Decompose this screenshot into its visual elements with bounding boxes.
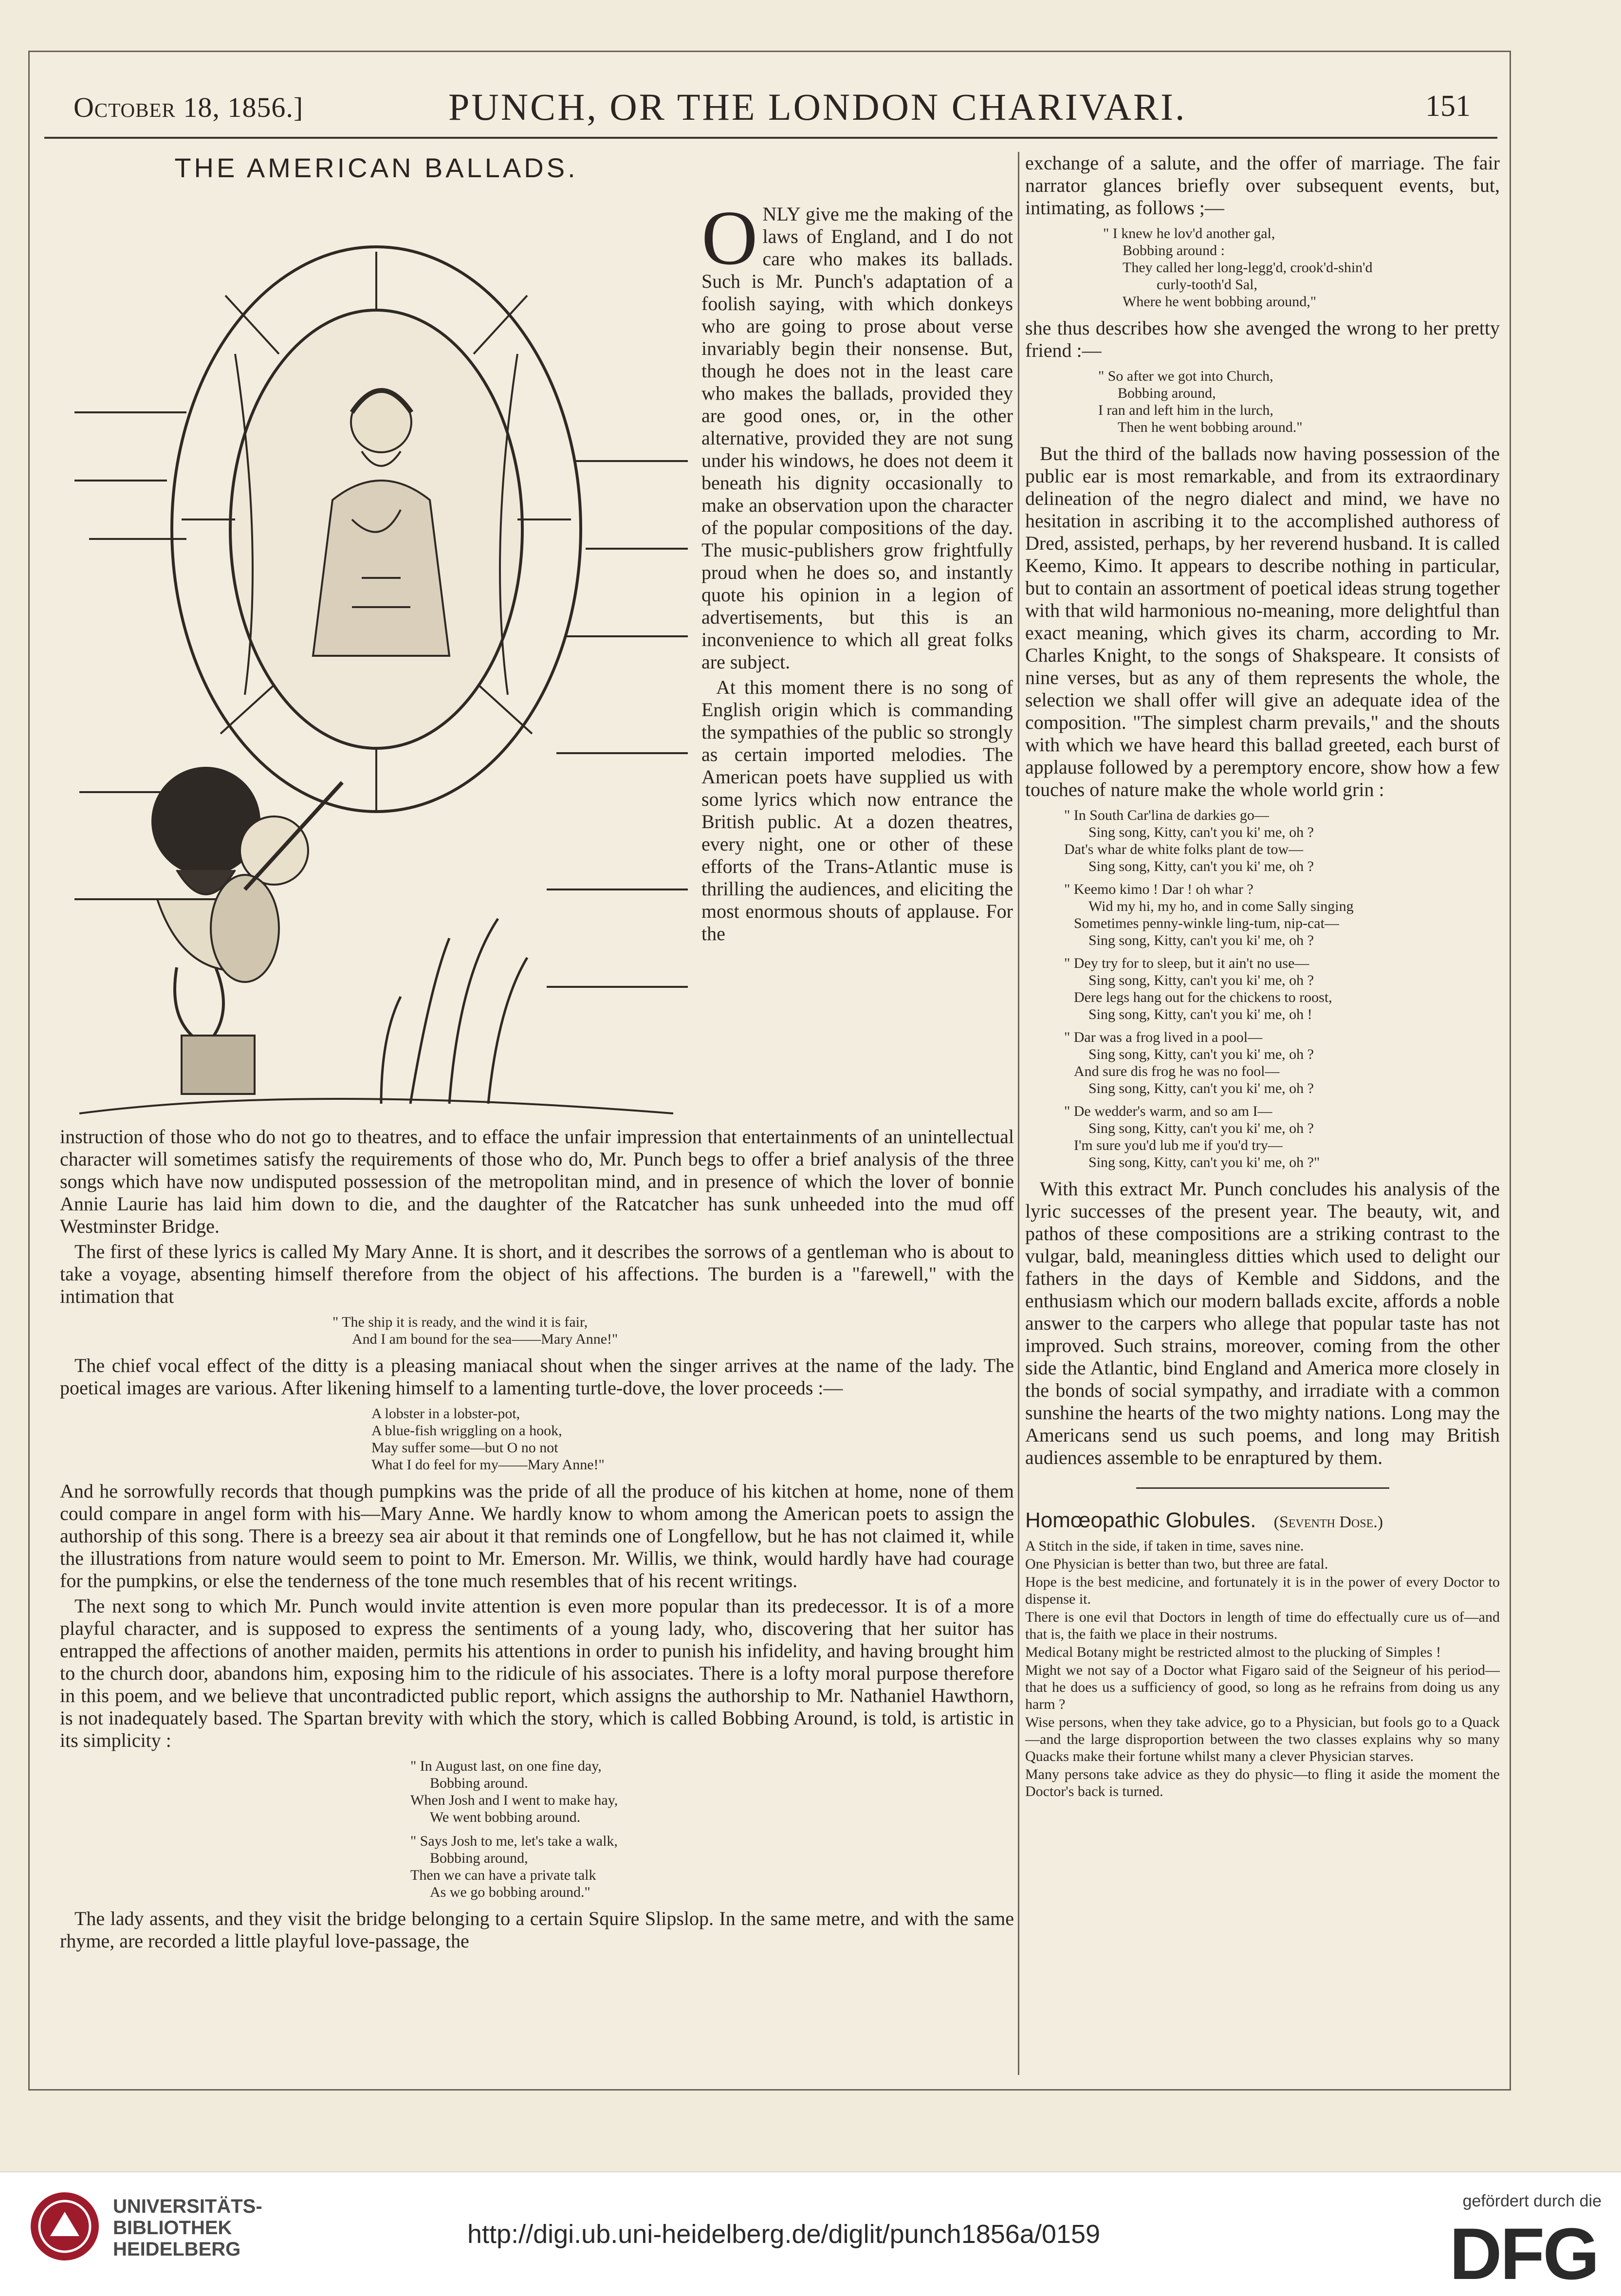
- verse-line: " De wedder's warm, and so am I—: [1064, 1103, 1272, 1119]
- verse-line: " The ship it is ready, and the wind it is fair,: [332, 1314, 588, 1330]
- verse-line: A lobster in a lobster-pot,: [371, 1406, 520, 1422]
- verse-line: " Dar was a frog lived in a pool—: [1064, 1029, 1263, 1045]
- article-body-left: [60, 1126, 1014, 1955]
- header-date: October 18, 1856.]: [74, 92, 304, 123]
- verse-line: Dat's whar de white folks plant de tow—: [1064, 841, 1304, 857]
- globule-item: Medical Botany might be restricted almost to the plucking of Simples !: [1025, 1644, 1441, 1660]
- globules-heading: [1025, 1508, 1500, 1533]
- institution-line: BIBLIOTHEK: [113, 2217, 232, 2239]
- verse-line: Sing song, Kitty, can't you ki' me, oh ?: [1088, 972, 1314, 988]
- paragraph-exchange: exchange of a salute, and the offer of marriage. The fair narrator glances briefly over subsequent events, but, intimating, as follows ;—: [1025, 152, 1500, 219]
- right-column: [1025, 152, 1500, 1801]
- article-intro-paragraph: ONLY give me the making of the laws of England, and I do not care who makes its ballads. Such is Mr. Punch's adaptation of a foolish saying, with which donkeys who are going to prose about verse invariably begin their nonsense. But, though he does not in the least care who makes the ballads, provided they are good ones, or, in the other alternative, provided they are not sung under his windows, he does not deem it beneath his dignity occasionally to make an observation upon the character of the popular compositions of the day. The music-publishers grow frightfully proud when he does so, and instantly quote his opinion in a legion of advertisements, but this is an inconvenience to which all great folks are subject.: [701, 194, 1013, 673]
- globules-section: [1025, 1508, 1500, 1800]
- verse-line: Sing song, Kitty, can't you ki' me, oh ?: [1088, 1120, 1314, 1136]
- verse-line: Then he went bobbing around.": [1118, 419, 1303, 435]
- paragraph-lady-assents: The lady assents, and they visit the bridge belonging to a certain Squire Slipslop. In the same metre, and with the same rhyme, are recorded a little playful love-passage, the: [60, 1907, 1014, 1952]
- verse-line: I'm sure you'd lub me if you'd try—: [1074, 1137, 1283, 1153]
- globules-subtitle: (Seventh Dose.): [1273, 1513, 1383, 1531]
- verse-line: Wid my hi, my ho, and in come Sally singing: [1088, 898, 1354, 914]
- verse-line: Sing song, Kitty, can't you ki' me, oh ?: [1088, 824, 1314, 840]
- header-page-number: 151: [1425, 90, 1471, 123]
- verse-ship: [60, 1314, 1014, 1348]
- footer-permalink[interactable]: http://digi.ub.uni-heidelberg.de/diglit/punch1856a/0159: [467, 2220, 1101, 2249]
- column-divider: [1018, 152, 1019, 2075]
- verse-line: Dere legs hang out for the chickens to roost,: [1074, 989, 1332, 1005]
- verse-carlina: [1025, 807, 1500, 1171]
- globule-item: Wise persons, when they take advice, go to a Physician, but fools go to a Quack—and the large disproportion between the two classes explains why so many Quacks make their fortune whilst many a clever Physician starves.: [1025, 1714, 1500, 1764]
- header-title: PUNCH, OR THE LONDON CHARIVARI.: [448, 86, 1187, 128]
- globule-item: Many persons take advice as they do physic—to fling it aside the moment the Doctor's back is turned.: [1025, 1766, 1500, 1799]
- institution-line: HEIDELBERG: [113, 2239, 241, 2260]
- verse-line: " In South Car'lina de darkies go—: [1064, 807, 1269, 823]
- paragraph-avenged: she thus describes how she avenged the wrong to her pretty friend :—: [1025, 317, 1500, 361]
- university-library-seal-icon: [28, 2190, 101, 2263]
- verse-line: Sing song, Kitty, can't you ki' me, oh ?": [1088, 1154, 1320, 1170]
- paragraph-third-ballad: But the third of the ballads now having possession of the public ear is most remarkable, and from its extraordinary delineation of the negro dialect and mind, we have no hesitation in ascribing it to the accomplished authoress of Dred, assisted, perhaps, by her reverend husband. It is called Keemo, Kimo. It appears to describe nothing in particular, but to contain an assortment of poetical ideas strung together with that wild harmonious no-meaning, more delightful than exact meaning, which gives its charm, according to Mr. Charles Knight, to the songs of Shakspeare. It consists of nine verses, but as any of them represents the whole, the selection we shall offer will give an adequate idea of the composition. "The simplest charm prevails," and the shouts with which we have heard this ballad greeted, each burst of applause followed by a peremptory encore, show how a few touches of nature make the whole world grin :: [1025, 443, 1500, 800]
- paragraph-pumpkins: And he sorrowfully records that though pumpkins was the pride of all the produce of his kitchen at home, none of them could compare in angel form with his—Mary Anne. We hardly know to whom among the American poets to assign the authorship of this song. There is a breezy sea air about it that reminds one of Longfellow, but he has not claimed it, while the illustrations from nature would seem to point to Mr. Emerson. Mr. Willis, we think, would hardly have had courage for the pumpkins, or else the tenderness of the tone much resembles that of his recent writings.: [60, 1480, 1014, 1592]
- window-maiden-and-banjo-figure-illustration: [60, 208, 693, 1123]
- verse-line: Sometimes penny-winkle ling-tum, nip-cat—: [1074, 915, 1339, 931]
- footer-bar: [0, 2171, 1621, 2296]
- verse-line: We went bobbing around.: [430, 1809, 581, 1825]
- verse-line: Sing song, Kitty, can't you ki' me, oh ?: [1088, 858, 1314, 874]
- verse-line: Bobbing around,: [430, 1850, 528, 1866]
- institution-line: UNIVERSITÄTS-: [113, 2196, 262, 2217]
- verse-line: curly-tooth'd Sal,: [1157, 277, 1258, 293]
- article-intro-paragraph-2: At this moment there is no song of English origin which is commanding the sympathies of the public so strongly as certain imported melodies. The American poets have supplied us with some lyrics which now entrance the British public. At a dozen theatres, every night, one or other of these efforts of the Trans-Atlantic muse is thrilling the audiences, and eliciting the most enormous shouts of applause. For the: [701, 676, 1013, 944]
- verse-line: Sing song, Kitty, can't you ki' me, oh ?: [1088, 1080, 1314, 1096]
- verse-line: " Dey try for to sleep, but it ain't no use—: [1064, 955, 1309, 971]
- verse-line: " Keemo kimo ! Dar ! oh whar ?: [1064, 881, 1253, 897]
- verse-august: [60, 1758, 1014, 1901]
- drop-cap-o: O: [701, 194, 758, 281]
- globule-item: Might we not say of a Doctor what Figaro said of the Seigneur of his period—that he does us a sufficiency of good, so long as he refrains from doing us any harm ?: [1025, 1662, 1500, 1712]
- verse-line: They called her long-legg'd, crook'd-shin'd: [1123, 259, 1373, 276]
- verse-line: " In August last, on one fine day,: [410, 1758, 602, 1774]
- verse-line: As we go bobbing around.": [430, 1884, 590, 1900]
- header-rule: [44, 137, 1497, 139]
- verse-lobster: [60, 1405, 1014, 1473]
- globules-title: Homœopathic Globules.: [1025, 1508, 1256, 1532]
- globule-item: Hope is the best medicine, and fortunately it is in the power of every Doctor to dispense it.: [1025, 1574, 1500, 1607]
- section-rule: [1136, 1487, 1389, 1489]
- paragraph-instruction: instruction of those who do not go to theatres, and to efface the unfair impression that entertainments of an unintellectual character will sometimes satisfy the requirements of those who do, Mr. Punch begs to offer a brief analysis of the three songs which have now undisputed possession of the metropolitan mind, and in presence of which the lover of bonnie Annie Laurie has laid him down to die, and the daughter of the Ratcatcher has sunk unheeded into the mud off Westminster Bridge.: [60, 1126, 1014, 1237]
- verse-line: " I knew he lov'd another gal,: [1103, 225, 1275, 241]
- verse-line: May suffer some—but O no not: [371, 1440, 558, 1456]
- verse-church: [1025, 368, 1500, 436]
- paragraph-conclusion: With this extract Mr. Punch concludes his analysis of the lyric successes of the present year. The beauty, wit, and pathos of these compositions are a striking contrast to the vulgar, bald, meaningless ditties which used to delight our fathers in the days of Kemble and Siddons, and the enthusiasm which our modern ballads excite, affords a noble answer to the carpers who allege that popular taste has not improved. Such strains, moreover, coming from the other side the Atlantic, bind England and America more closely in the bonds of social sympathy, and irradiate with a common sunshine the hearts of the two mighty nations. Long may the Americans send us such poems, and long may British audiences assemble to be enraptured by them.: [1025, 1178, 1500, 1468]
- verse-line: I ran and left him in the lurch,: [1098, 402, 1273, 418]
- verse-line: Sing song, Kitty, can't you ki' me, oh ?: [1088, 932, 1314, 948]
- verse-line: And sure dis frog he was no fool—: [1074, 1063, 1280, 1079]
- page-header: [44, 76, 1485, 128]
- newspaper-page: [28, 51, 1511, 2091]
- article-title: THE AMERICAN BALLADS.: [174, 152, 578, 183]
- verse-line: Sing song, Kitty, can't you ki' me, oh ?: [1088, 1046, 1314, 1062]
- paragraph-chief-effect: The chief vocal effect of the ditty is a pleasing maniacal shout when the singer arrives at the name of the lady. The poetical images are various. After likening himself to a lamenting turtle-dove, the lover proceeds :—: [60, 1354, 1014, 1399]
- verse-line: Bobbing around.: [430, 1775, 528, 1791]
- verse-line: Sing song, Kitty, can't you ki' me, oh !: [1088, 1006, 1312, 1022]
- verse-line: " So after we got into Church,: [1098, 368, 1273, 384]
- globule-item: A Stitch in the side, if taken in time, saves nine.: [1025, 1538, 1304, 1554]
- footer-institution: [113, 2196, 262, 2260]
- verse-line: Then we can have a private talk: [410, 1867, 596, 1883]
- verse-line: When Josh and I went to make hay,: [410, 1792, 618, 1808]
- verse-line: Where he went bobbing around,": [1123, 294, 1316, 310]
- footer-funder-logo: DFG: [1449, 2213, 1598, 2295]
- left-column: [60, 152, 1014, 184]
- article-intro-column: [701, 194, 1013, 948]
- globule-item: There is one evil that Doctors in length of time do effectually cure us of—and that is, the faith we place in their nostrums.: [1025, 1609, 1500, 1642]
- verse-line: And I am bound for the sea——Mary Anne!": [352, 1331, 618, 1347]
- verse-knew: [1025, 225, 1500, 310]
- verse-line: " Says Josh to me, let's take a walk,: [410, 1833, 618, 1849]
- paragraph-first-lyric: The first of these lyrics is called My Mary Anne. It is short, and it describes the sorrows of a gentleman who is about to take a voyage, absenting himself therefore from the object of his affections. The burden is a "farewell," with the intimation that: [60, 1241, 1014, 1307]
- globule-item: One Physician is better than two, but three are fatal.: [1025, 1556, 1328, 1572]
- paragraph-next-song: The next song to which Mr. Punch would invite attention is even more popular than its predecessor. It is of a more playful character, and is supposed to express the sentiments of a young lady, who, discovering that her suitor has entrapped the affections of another maiden, permits his attentions in order to punish his infidelity, and having brought him to the church door, abandons him, exposing him to the ridicule of his associates. There is a lofty moral purpose therefore in this poem, and we believe that uncontradicted public report, which assigns the authorship to Mr. Nathaniel Hawthorn, is not inadequately based. The Spartan brevity with which the story, which is called Bobbing Around, is told, is artistic in its simplicity :: [60, 1595, 1014, 1751]
- verse-line: What I do feel for my——Mary Anne!": [371, 1457, 605, 1473]
- verse-line: Bobbing around,: [1118, 385, 1216, 401]
- verse-line: Bobbing around :: [1123, 242, 1225, 259]
- footer-funding-label: gefördert durch die: [1462, 2192, 1602, 2210]
- illustration: [60, 208, 693, 1123]
- verse-line: A blue-fish wriggling on a hook,: [371, 1423, 562, 1439]
